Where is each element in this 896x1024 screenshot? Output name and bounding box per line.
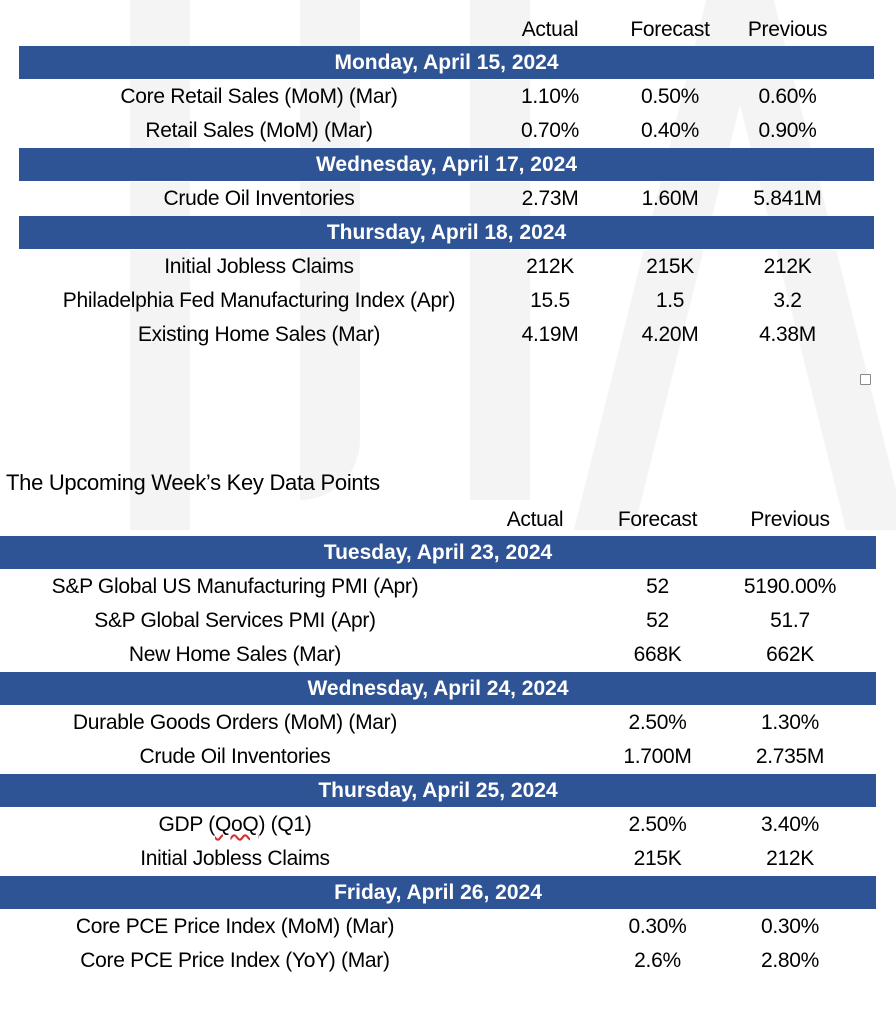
indicator-name: S&P Global US Manufacturing PMI (Apr)	[51, 575, 419, 598]
spellcheck-word: QoQ	[214, 813, 259, 836]
actual-value: 15.5	[530, 289, 570, 312]
forecast-value: 0.50%	[640, 85, 700, 108]
forecast-value: 2.50%	[628, 711, 687, 734]
table-header-row	[0, 504, 896, 536]
indicator-name	[0, 808, 470, 842]
header-actual: Actual	[506, 508, 564, 531]
date-band: Wednesday, April 24, 2024	[0, 672, 876, 706]
forecast-value: 0.30%	[628, 915, 687, 938]
past-week-table	[0, 14, 896, 352]
previous-value: 0.90%	[758, 119, 817, 142]
previous-value: 4.38M	[759, 323, 816, 346]
forecast-value: 0.40%	[640, 119, 700, 142]
forecast-value: 1.700M	[623, 745, 692, 768]
table-row	[0, 284, 896, 318]
gdp-label: GDP (QoQ) (Q1)	[158, 813, 312, 836]
actual-value: 1.10%	[520, 85, 580, 108]
header-forecast: Forecast	[630, 18, 710, 41]
previous-value: 5190.00%	[743, 575, 837, 598]
forecast-value: 52	[646, 575, 669, 598]
indicator-name: Crude Oil Inventories	[163, 187, 355, 210]
indicator-name: Initial Jobless Claims	[164, 255, 354, 278]
actual-value	[485, 570, 585, 604]
date-band: Thursday, April 25, 2024	[0, 774, 876, 808]
table-row	[0, 114, 896, 148]
previous-value: 3.40%	[760, 813, 820, 836]
previous-value: 3.2	[773, 289, 802, 312]
date-band: Monday, April 15, 2024	[19, 46, 874, 80]
actual-value: 2.73M	[521, 187, 579, 210]
actual-value	[485, 910, 585, 944]
indicator-name: Core PCE Price Index (YoY) (Mar)	[80, 949, 390, 972]
actual-value	[485, 808, 585, 842]
indicator-name: Philadelphia Fed Manufacturing Index (Apr)	[62, 289, 456, 312]
table-row	[0, 740, 896, 774]
actual-value	[485, 706, 585, 740]
actual-value	[485, 842, 585, 876]
indicator-name: Existing Home Sales (Mar)	[137, 323, 381, 346]
section-title: The Upcoming Week’s Key Data Points	[6, 470, 380, 495]
previous-value: 212K	[763, 255, 812, 278]
table-row	[0, 944, 896, 978]
actual-value: 0.70%	[520, 119, 580, 142]
header-previous: Previous	[747, 18, 828, 41]
indicator-name: Durable Goods Orders (MoM) (Mar)	[72, 711, 398, 734]
upcoming-week-table	[0, 504, 896, 978]
header-actual: Actual	[521, 18, 579, 41]
indicator-name: Crude Oil Inventories	[139, 745, 331, 768]
forecast-value: 215K	[633, 847, 682, 870]
previous-value: 1.30%	[760, 711, 820, 734]
table-header-row	[0, 14, 896, 46]
date-band: Tuesday, April 23, 2024	[0, 536, 876, 570]
table-row	[0, 250, 896, 284]
table-row	[0, 808, 896, 842]
actual-value	[485, 638, 585, 672]
table-row	[0, 842, 896, 876]
table-row	[0, 638, 896, 672]
table-row	[0, 910, 896, 944]
actual-value: 4.19M	[521, 323, 579, 346]
forecast-value: 2.50%	[628, 813, 687, 836]
header-forecast: Forecast	[617, 508, 698, 531]
previous-value: 2.80%	[760, 949, 820, 972]
actual-value	[485, 944, 585, 978]
forecast-value: 1.60M	[641, 187, 699, 210]
table-row	[0, 604, 896, 638]
header-previous: Previous	[750, 508, 830, 531]
previous-value: 2.735M	[755, 745, 825, 768]
date-band: Wednesday, April 17, 2024	[19, 148, 874, 182]
indicator-name: S&P Global Services PMI (Apr)	[94, 609, 376, 632]
forecast-value: 1.5	[655, 289, 685, 312]
previous-value: 51.7	[770, 609, 810, 632]
actual-value	[485, 740, 585, 774]
indicator-name: Core Retail Sales (MoM) (Mar)	[120, 85, 398, 108]
previous-value: 0.60%	[758, 85, 817, 108]
indicator-name: Initial Jobless Claims	[140, 847, 330, 870]
previous-value: 662K	[766, 643, 814, 666]
table-row	[0, 80, 896, 114]
forecast-value: 2.6%	[634, 949, 681, 972]
date-band: Friday, April 26, 2024	[0, 876, 876, 910]
previous-value: 0.30%	[760, 915, 820, 938]
table-row	[0, 706, 896, 740]
table-row	[0, 570, 896, 604]
previous-value: 5.841M	[753, 187, 822, 210]
forecast-value: 52	[646, 609, 669, 632]
indicator-name: New Home Sales (Mar)	[128, 643, 342, 666]
date-band: Thursday, April 18, 2024	[19, 216, 874, 250]
table-row	[0, 318, 896, 352]
forecast-value: 215K	[646, 255, 694, 278]
actual-value	[485, 604, 585, 638]
actual-value: 212K	[526, 255, 574, 278]
forecast-value: 668K	[633, 643, 682, 666]
indicator-name: Retail Sales (MoM) (Mar)	[145, 119, 373, 142]
previous-value: 212K	[766, 847, 814, 870]
table-row	[0, 182, 896, 216]
forecast-value: 4.20M	[641, 323, 699, 346]
paragraph-marker-icon	[860, 374, 871, 385]
indicator-name: Core PCE Price Index (MoM) (Mar)	[75, 915, 395, 938]
